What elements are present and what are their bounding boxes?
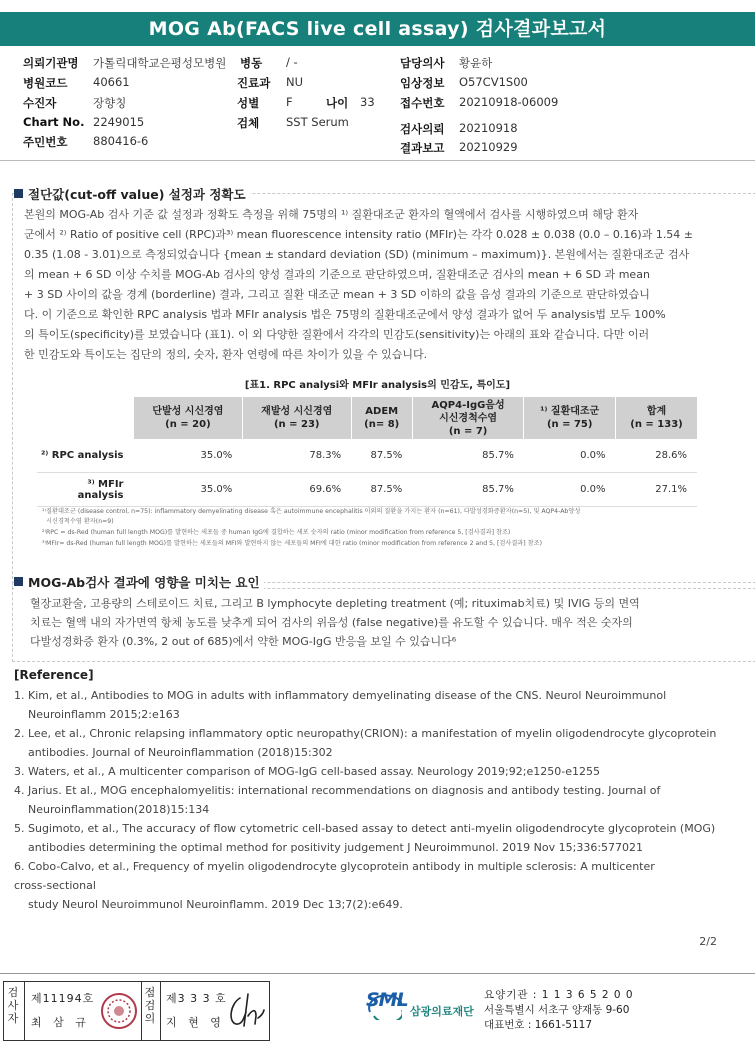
reference-line: 6. Cobo-Calvo, et al., Frequency of myelin oligodendrocyte glycoprotein antibody in multiple sclerosis: A multicenter [14,860,655,873]
reference-heading: [Reference] [14,668,94,682]
table-cell: 27.1% [615,473,697,507]
footnote: ²⁾RPC = ds-Red (human full length MOG)를 발현하는 세포들 중 human IgG에 결합하는 세포 숫자의 ratio (minor modification from reference 5, [검사결과] 참조) [42,529,511,536]
ward-label: 병동 [240,56,263,70]
table-header [524,397,616,439]
header-line: (n = 133) [630,419,683,430]
dept-label: 진료과 [237,76,271,90]
header-line: (n = 23) [273,419,320,430]
paragraph-line: 한 민감도와 특이도는 집단의 정의, 숫자, 환자 연령에 따른 차이가 있을 수 있습니다. [24,348,428,361]
table-row [37,473,697,507]
info-0-label: 의뢰기관명 [23,56,79,70]
reference-line: 4. Jarius. Et al., MOG encephalomyelitis: international recommendations on diagnosis and antibody testing. Journal of [14,784,661,797]
signature-icon [226,990,266,1032]
row-label: ²⁾ RPC analysis [37,439,134,473]
header-line: 시신경척수염 [439,412,498,424]
page-number: 2/2 [699,935,717,948]
table-cell: 87.5% [351,473,412,507]
factor-section-heading: MOG-Ab검사 결과에 영향을 미치는 요인 [14,573,264,591]
table-cell: 28.6% [615,439,697,473]
inspector-seal-icon [99,990,139,1032]
reference-line: antibodies. Journal of Neuroinflammation (2018)15:302 [28,746,333,759]
sml-logo-text: SML [366,989,408,1011]
footnote: ³⁾MFIr= ds-Red (human full length MOG)를 발현하는 세포들의 MFI와 발현하지 않는 세포들의 MFI에 대한 ratio (minor modification from reference 2 and 5, [검사결과] 참조) [42,540,543,547]
org-phone: 대표번호 : 1661-5117 [484,1019,593,1031]
info3-0-label: 담당의사 [400,56,445,70]
info3-2-value: 20210918-06009 [459,95,559,109]
paragraph-line: 본원의 MOG-Ab 검사 기준 값 설정과 정확도 측정을 위해 75명의 ¹⁾ 질환대조군 환자의 혈액에서 검사를 시행하였으며 해당 환자 [24,208,639,221]
org-name: 삼광의료재단 [410,1005,474,1018]
row-label: ³⁾ MFIr analysis [37,473,134,507]
info-4-value: 880416-6 [93,134,149,148]
footnote: ¹⁾질환대조군 (disease control, n=75): inflammatory demyelinating disease 혹은 autoimmune encephalitis 이외의 질환을 가지는 환자 (n=61), 다발성경화증환자(n=5), 및 AQP4-Ab양성 [42,508,581,515]
table-cell: 87.5% [351,439,412,473]
info-1-value: 40661 [93,75,130,89]
specimen-value: SST Serum [286,115,349,129]
info-0-value: 가톨릭대학교은평성모병원 [93,56,227,70]
patient-info [0,55,755,155]
divider [141,982,142,1040]
paragraph-line: 다발성경화증 환자 (0.3%, 2 out of 685)에서 약한 MOG-IgG 반응을 보일 수 있습니다⁶ [30,635,457,648]
reference-line: cross-sectional [14,879,96,892]
inspector-name: 최 삼 규 [31,1016,90,1029]
paragraph-line: 혈장교환술, 고용량의 스테로이드 치료, 그리고 B lymphocyte depleting treatment (예; rituximab치료) 및 IVIG 등의 면역 [30,597,640,610]
header-line: 합계 [646,406,667,417]
paragraph-line: 의 mean + 6 SD 이상 수치를 MOG-Ab 검사의 양성 결과의 기준으로 판단하였으며, 질환대조군 검사의 mean + 6 SD 과 mean [24,268,650,281]
table-header [412,397,524,439]
cutoff-paragraph [24,205,714,365]
dept-value: NU [286,75,304,89]
header-line: (n = 20) [165,419,211,430]
table-corner [37,397,134,439]
table-caption: [표1. RPC analysi와 MFIr analysis의 민감도, 특이도] [244,380,511,391]
header-line: 재발성 시신경염 [261,406,333,417]
reviewer-license: 제3 3 3 호 [166,992,227,1005]
info-1-label: 병원코드 [23,76,68,90]
table-cell: 35.0% [134,439,243,473]
reference-line: 1. Kim, et al., Antibodies to MOG in adults with inflammatory demyelinating disease of the CNS. Neurol Neuroimmunol [14,689,667,702]
header-line: AQP4-IgG음성 [431,399,505,411]
reviewer-label: 점검의 [144,986,156,1025]
org-address: 서울특별시 서초구 양재동 9-60 [484,1004,630,1016]
header-line: 단발성 시신경염 [152,406,224,417]
paragraph-line: 의 특이도(specificity)를 보였습니다 (표1). 이 외 다양한 질환에서 각각의 민감도(sensitivity)는 아래의 표와 같습니다. 다만 이러 [24,328,650,341]
factor-paragraph [30,594,730,651]
reference-line: antibodies determining the optimal method for positivity judgement J Neuroimmunol. 2019 Nov 15;336:577021 [28,841,644,854]
bullet-square-icon [14,577,23,586]
info3-3-value: 20210918 [459,121,518,135]
reference-line: study Neurol Neuroimmunol Neuroinflamm. 2019 Dec 13;7(2):e649. [28,898,403,911]
reference-line: 5. Sugimoto, et al., The accuracy of flow cytometric cell-based assay to detect anti-myelin oligodendrocyte glycoprotein (MOG) [14,822,716,835]
table-header [615,397,697,439]
paragraph-line: + 3 SD 사이의 값을 경계 (borderline) 결과, 그리고 질환 대조군 mean + 3 SD 이하의 값을 음성 결과의 기준으로 판단하였습니 [24,288,650,301]
table-header [134,397,243,439]
table-row [37,439,697,473]
sex-label: 성별 [237,96,260,110]
table-header [242,397,351,439]
header-line: (n = 7) [448,425,488,437]
table-cell: 35.0% [134,473,243,507]
footer-divider [0,973,755,974]
info3-2-label: 접수번호 [400,96,445,110]
signature-box [3,981,270,1041]
reference-list [14,686,742,914]
paragraph-line: 군에서 ²⁾ Ratio of positive cell (RPC)과³⁾ mean fluorescence intensity ratio (MFIr)는 각각 0.028 ± 0.038 (0.0 – 0.16)과 1.54 ± [24,228,694,241]
table-cell: 0.0% [524,473,616,507]
header-line: (n = 75) [546,419,593,430]
divider [24,982,25,1040]
sex-value: F [286,95,293,109]
table-cell: 78.3% [242,439,351,473]
table-cell: 85.7% [412,473,524,507]
info-2-label: 수진자 [23,96,57,110]
info3-4-label: 결과보고 [400,141,445,155]
cutoff-section-heading: 절단값(cut-off value) 설정과 정확도 [14,185,250,203]
table-cell: 69.6% [242,473,351,507]
header-line: ¹⁾ 질환대조군 [540,406,600,417]
divider [0,160,755,161]
info-2-value: 장향칭 [93,96,127,110]
paragraph-line: 다. 이 기준으로 확인한 RPC analysis 법과 MFIr analysis 법은 75명의 질환대조군에서 양성 결과가 없어 두 analysis법 모두 100% [24,308,666,321]
table-header [351,397,412,439]
bullet-square-icon [14,189,23,198]
reference-line: 2. Lee, et al., Chronic relapsing inflammatory optic neuropathy(CRION): a manifestation of myelin oligodendrocyte glycoprotein [14,727,717,740]
info-3-label: Chart No. [23,115,85,129]
paragraph-line: 치료는 혈액 내의 자가면역 항체 농도를 낮추게 되어 검사의 위음성 (false negative)를 유도할 수 있습니다. 매우 적은 숫자의 [30,616,633,629]
sensitivity-table [37,397,697,507]
report-title: MOG Ab(FACS live cell assay) 검사결과보고서 [0,12,755,46]
divider [160,982,161,1040]
age-value: 33 [360,95,375,109]
footnote: 시신경척수염 환자(n=9) [46,518,114,525]
reference-line: 3. Waters, et al., A multicenter comparison of MOG-IgG cell-based assay. Neurology 2019;92;e1250-e1255 [14,765,600,778]
header-line: ADEM [365,406,399,417]
header-line: (n= 8) [364,419,400,430]
org-code: 요양기관 : 1 1 3 6 5 2 0 0 [484,989,634,1001]
info3-0-value: 황윤하 [459,56,493,70]
info-4-label: 주민번호 [23,135,68,149]
info-3-value: 2249015 [93,115,145,129]
ward-value: / - [286,55,298,69]
specimen-label: 검체 [237,116,260,130]
info3-3-label: 검사의뢰 [400,122,445,136]
info3-4-value: 20210929 [459,140,518,154]
table-cell: 85.7% [412,439,524,473]
info3-1-label: 임상정보 [400,76,445,90]
table-cell: 0.0% [524,439,616,473]
age-label: 나이 [326,96,349,110]
paragraph-line: 0.35 (1.08 - 3.01)으로 측정되었습니다 {mean ± standard deviation (SD) (minimum – maximum)}. 본원에서는 질환대조군 검사 [24,248,690,261]
inspector-license: 제11194호 [31,992,95,1005]
reference-line: Neuroinflamm 2015;2:e163 [28,708,180,721]
reference-line: Neuroinflammation(2018)15:134 [28,803,210,816]
reviewer-name: 지 현 영 [166,1016,225,1029]
info3-1-value: O57CV1S00 [459,75,528,89]
inspector-label: 검사자 [7,986,19,1025]
